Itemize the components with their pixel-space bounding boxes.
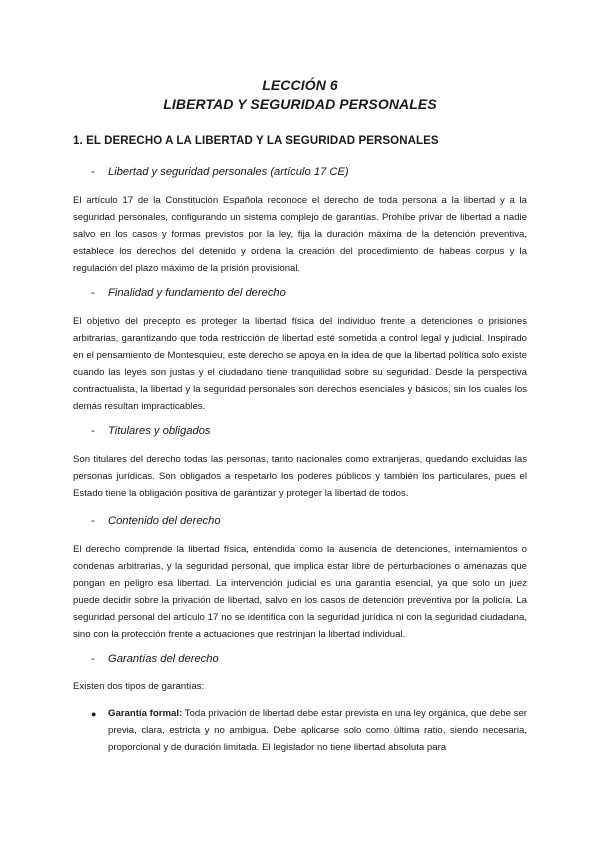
subsection-title-text: Finalidad y fundamento del derecho <box>108 287 286 299</box>
list-item <box>91 706 527 757</box>
subsection-title-text: Contenido del derecho <box>108 515 221 527</box>
lesson-title <box>0 76 600 114</box>
subsection-title-text: Titulares y obligados <box>108 425 211 437</box>
subsection-title-text: Libertad y seguridad personales (artículo 17 CE) <box>108 166 349 178</box>
paragraph: Son titulares del derecho todas las personas, tanto nacionales como extranjeras, quedando excluidas las personas jurídicas. Son obligados a respetarlo los poderes públicos y también los particulares, pues el Estado tiene la obligación positiva de garantizar y proteger la libertad de todos. <box>73 454 527 499</box>
lesson-number: LECCIÓN 6 <box>262 77 338 93</box>
bullet-marker: ● <box>91 709 97 719</box>
paragraph: El artículo 17 de la Constitución Española reconoce el derecho de toda persona a la libertad y a la seguridad personales, configurando un sistema complejo de garantías. Prohíbe privar de libertad a nadie salvo en los casos y formas previstos por la ley, fija la duración máxima de la detención preventiva, establece los derechos del detenido y ordena la creación del procedimiento de habeas corpus y la regulación del plazo máximo de la prisión provisional. <box>73 195 527 274</box>
dash-marker: - <box>91 287 95 299</box>
paragraph: El objetivo del precepto es proteger la libertad física del individuo frente a detenciones o prisiones arbitrarias, garantizando que toda restricción de libertad esté sometida a control legal y judicial. Inspirado en el pensamiento de Montesquieu, este derecho se apoya en la idea de que la libertad política solo existe cuando las leyes son justas y el ciudadano tiene tranquilidad sobre su seguridad. Desde la perspectiva contractualista, la libertad y la seguridad personales son derechos esenciales y básicos, sin los cuales los demás resultan impracticables. <box>73 316 527 412</box>
lesson-name: LIBERTAD Y SEGURIDAD PERSONALES <box>163 96 437 112</box>
dash-marker: - <box>91 515 95 527</box>
dash-marker: - <box>91 425 95 437</box>
paragraph: El derecho comprende la libertad física, entendida como la ausencia de detenciones, internamientos o condenas arbitrarias, y la seguridad personal, que implica estar libre de perturbaciones o amenazas que pongan en peligro esa libertad. La intervención judicial es una garantía esencial, ya que solo un juez puede decidir sobre la privación de libertad, salvo en los casos de detención preventiva por la policía. La seguridad personal del artículo 17 no se identifica con la seguridad jurídica ni con la seguridad ciudadana, sino con la protección frente a actuaciones que restrinjan la libertad individual. <box>73 544 527 640</box>
subsection-title <box>91 425 211 437</box>
bullet-text <box>108 706 527 757</box>
bullet-label: Garantía formal: <box>108 708 183 719</box>
dash-marker: - <box>91 653 95 665</box>
subsection-title <box>91 653 219 665</box>
subsection-title <box>91 287 286 299</box>
section-heading: 1. EL DERECHO A LA LIBERTAD Y LA SEGURIDAD PERSONALES <box>73 135 439 147</box>
subsection-title <box>91 515 221 527</box>
bullet-body: Toda privación de libertad debe estar prevista en una ley orgánica, que debe ser previa, clara, estricta y no ambigua. Debe aplicarse solo como última ratio, siendo necesaria, proporcional y de duración limitada. El legislador no tiene libertad absoluta para <box>108 708 528 753</box>
subsection-title-text: Garantías del derecho <box>108 653 219 665</box>
paragraph: Existen dos tipos de garantías: <box>73 681 205 692</box>
dash-marker: - <box>91 166 95 178</box>
subsection-title <box>91 166 349 178</box>
